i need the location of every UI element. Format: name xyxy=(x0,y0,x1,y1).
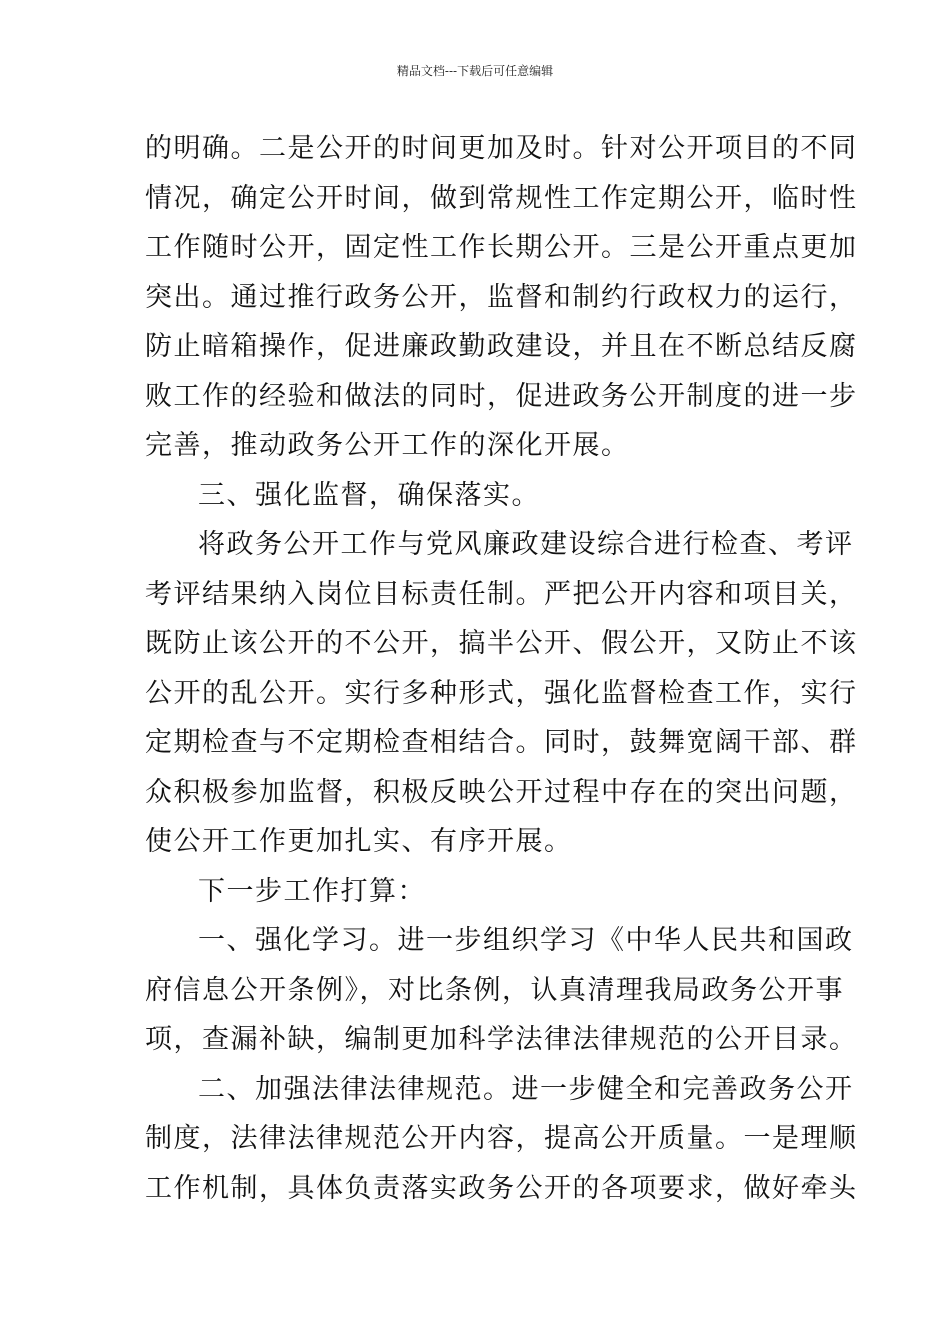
text-line: 考评结果纳入岗位目标责任制。严把公开内容和项目关， xyxy=(145,578,858,610)
text-line: 突出。通过推行政务公开，监督和制约行政权力的运行， xyxy=(145,281,858,313)
section-heading: 三、强化监督，确保落实。 xyxy=(198,479,540,511)
text-line: 制度，法律法律规范公开内容，提高公开质量。一是理顺 xyxy=(145,1123,858,1154)
text-line: 公开的乱公开。实行多种形式，强化监督检查工作，实行 xyxy=(145,677,858,709)
section-heading: 下一步工作打算： xyxy=(198,875,426,907)
document-body xyxy=(145,124,858,1213)
text-line: 工作机制，具体负责落实政务公开的各项要求，做好牵头 xyxy=(145,1172,858,1204)
text-line: 情况，确定公开时间，做到常规性工作定期公开，临时性 xyxy=(145,182,858,214)
text-line: 败工作的经验和做法的同时，促进政务公开制度的进一步 xyxy=(145,380,858,412)
text-line: 将政务公开工作与党风廉政建设综合进行检查、考评 xyxy=(198,529,854,560)
text-line: 项，查漏补缺，编制更加科学法律法律规范的公开目录。 xyxy=(145,1024,858,1055)
text-line: 防止暗箱操作，促进廉政勤政建设，并且在不断总结反腐 xyxy=(145,331,858,362)
text-line: 二、加强法律法律规范。进一步健全和完善政务公开 xyxy=(198,1073,854,1105)
text-line: 既防止该公开的不公开，搞半公开、假公开，又防止不该 xyxy=(145,628,858,659)
text-line: 使公开工作更加扎实、有序开展。 xyxy=(145,826,573,857)
text-line: 府信息公开条例》，对比条例，认真清理我局政务公开事 xyxy=(145,974,844,1006)
text-line: 一、强化学习。进一步组织学习《中华人民共和国政 xyxy=(198,925,854,956)
text-line: 完善，推动政务公开工作的深化开展。 xyxy=(145,430,630,461)
text-line: 的明确。二是公开的时间更加及时。针对公开项目的不同 xyxy=(145,133,858,164)
text-line: 众积极参加监督，积极反映公开过程中存在的突出问题， xyxy=(145,776,858,808)
page-header: 精品文档---下载后可任意编辑 xyxy=(396,64,554,78)
text-line: 工作随时公开，固定性工作长期公开。三是公开重点更加 xyxy=(145,232,858,263)
text-line: 定期检查与不定期检查相结合。同时，鼓舞宽阔干部、群 xyxy=(145,727,858,758)
